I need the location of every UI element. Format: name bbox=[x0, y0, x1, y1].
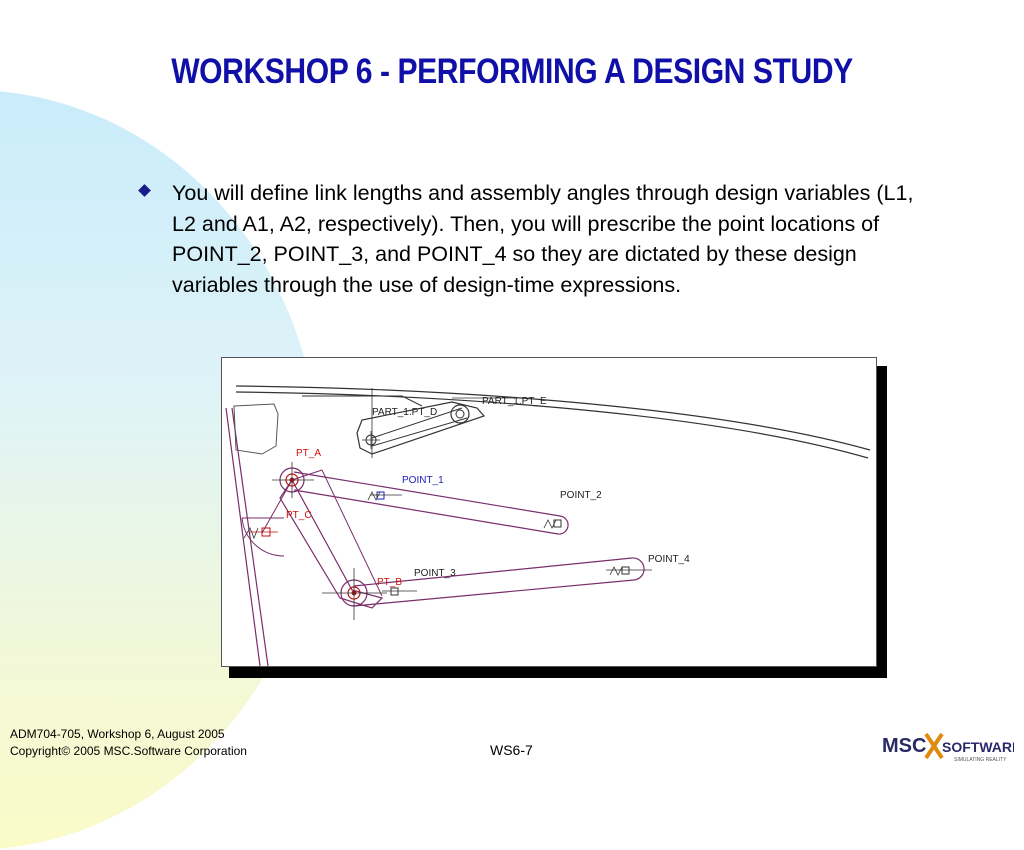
logo-tagline: SIMULATING REALITY bbox=[954, 757, 1007, 763]
footer-course-line: ADM704-705, Workshop 6, August 2005 bbox=[10, 727, 225, 741]
footer-info bbox=[10, 726, 247, 760]
label-pt-a: PT_A bbox=[296, 448, 322, 459]
label-point-4: POINT_4 bbox=[648, 554, 690, 565]
bullet-text: You will define link lengths and assembly angles through design variables (L1, L2 and A1, A2, respectively). Then, you will prescribe the point locations of POINT_2, POINT_3, and POINT_4 so they are dictated by these design variables through the use of design-time expressions. bbox=[172, 181, 914, 297]
label-point-1: POINT_1 bbox=[402, 475, 444, 486]
mechanism-diagram bbox=[222, 358, 876, 666]
label-point-2: POINT_2 bbox=[560, 490, 602, 501]
logo-x-icon bbox=[926, 734, 942, 758]
label-point-3: POINT_3 bbox=[414, 568, 456, 579]
label-pt-b: PT_B bbox=[377, 577, 403, 588]
mechanism-figure bbox=[221, 357, 877, 667]
msc-software-logo bbox=[882, 728, 1014, 764]
label-part1-pt-d: PART_1.PT_D bbox=[372, 407, 438, 418]
slide-title: WORKSHOP 6 - PERFORMING A DESIGN STUDY bbox=[171, 52, 853, 91]
label-part1-pt-e: PART_1.PT_E bbox=[482, 396, 547, 407]
label-pt-c: PT_C bbox=[286, 510, 312, 521]
logo-msc-text: MSC bbox=[882, 735, 927, 757]
logo-software-text: SOFTWARE bbox=[942, 739, 1014, 755]
footer-copyright-line: Copyright© 2005 MSC.Software Corporation bbox=[10, 744, 247, 758]
page-number: WS6-7 bbox=[490, 742, 533, 758]
